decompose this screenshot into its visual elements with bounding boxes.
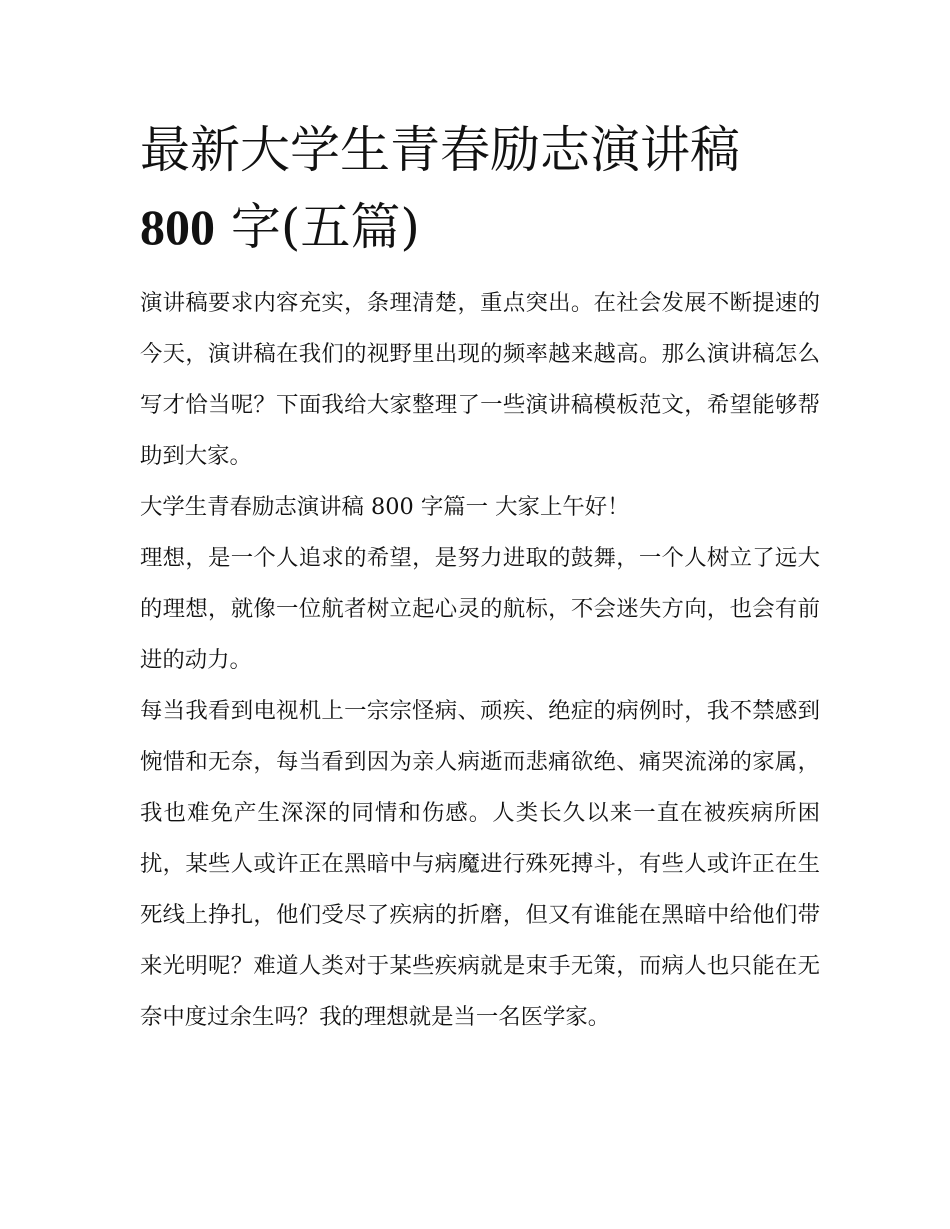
title-number: 800 (140, 199, 215, 255)
paragraph-ideal: 理想，是一个人追求的希望，是努力进取的鼓舞，一个人树立了远大的理想，就像一位航者树立起心灵的航标，不会迷失方向，也会有前进的动力。 (140, 545, 820, 673)
document-page (140, 112, 820, 1043)
title-line-1: 最新大学生青春励志演讲稿 (140, 121, 740, 179)
title-suffix: 字(五篇) (215, 198, 420, 256)
paragraph-intro: 演讲稿要求内容充实，条理清楚，重点突出。在社会发展不断提速的今天，演讲稿在我们的视野里出现的频率越来越高。那么演讲稿怎么写才恰当呢？下面我给大家整理了一些演讲稿模板范文，希望能够帮助到大家。 (140, 290, 820, 469)
paragraph-disease: 每当我看到电视机上一宗宗怪病、顽疾、绝症的病例时，我不禁感到惋惜和无奈，每当看到因为亲人病逝而悲痛欲绝、痛哭流涕的家属，我也难免产生深深的同情和伤感。人类长久以来一直在被疾病所困扰，某些人或许正在黑暗中与病魔进行殊死搏斗，有些人或许正在生死线上挣扎，他们受尽了疾病的折磨，但又有谁能在黑暗中给他们带来光明呢？难道人类对于某些疾病就是束手无策，而病人也只能在无奈中度过余生吗？我的理想就是当一名医学家。 (140, 698, 820, 1030)
paragraph-heading: 大学生青春励志演讲稿 800 字篇一 大家上午好！ (140, 494, 630, 520)
document-title (140, 112, 820, 266)
title-line-2 (140, 189, 820, 266)
